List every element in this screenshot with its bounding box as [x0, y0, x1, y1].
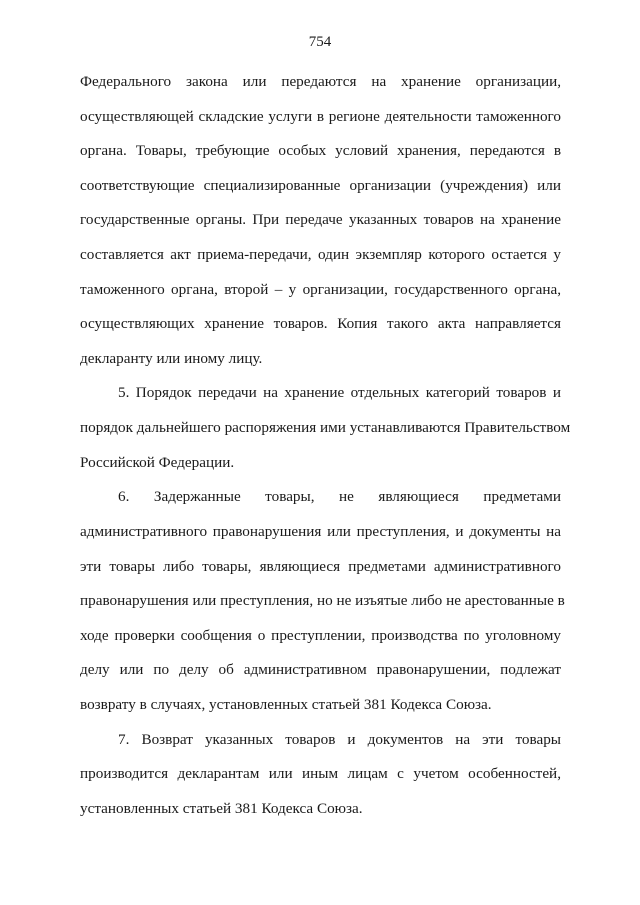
page-number: 754: [308, 34, 332, 50]
text-line: порядок дальнейшего распоряжения ими устанавливаются Правительством: [80, 419, 571, 436]
text-line: делу или по делу об административном правонарушении, подлежат: [80, 661, 561, 678]
text-line: Федерального закона или передаются на хранение организации,: [80, 73, 561, 90]
text-line: административного правонарушения или преступления, и документы на: [80, 523, 561, 540]
text-line: соответствующие специализированные организации (учреждения) или: [80, 177, 561, 194]
text-line: декларанту или иному лицу.: [80, 350, 263, 367]
text-line: установленных статьей 381 Кодекса Союза.: [80, 800, 363, 817]
text-line: Российской Федерации.: [80, 454, 235, 471]
text-line: таможенного органа, второй – у организации, государственного органа,: [80, 281, 561, 298]
text-line: органа. Товары, требующие особых условий хранения, передаются в: [80, 142, 561, 159]
text-line: 7. Возврат указанных товаров и документов на эти товары: [118, 731, 561, 748]
text-line: эти товары либо товары, являющиеся предметами административного: [80, 558, 561, 575]
text-line: ходе проверки сообщения о преступлении, производства по уголовному: [80, 627, 561, 644]
text-line: осуществляющей складские услуги в регионе деятельности таможенного: [80, 108, 561, 125]
text-line: производится декларантам или иным лицам с учетом особенностей,: [80, 765, 561, 782]
text-line: правонарушения или преступления, но не изъятые либо не арестованные в: [80, 592, 565, 609]
text-line: государственные органы. При передаче указанных товаров на хранение: [80, 211, 561, 228]
text-line: составляется акт приема-передачи, один экземпляр которого остается у: [80, 246, 561, 263]
text-line: осуществляющих хранение товаров. Копия такого акта направляется: [80, 315, 561, 332]
text-line: 6. Задержанные товары, не являющиеся предметами: [118, 488, 561, 505]
text-line: 5. Порядок передачи на хранение отдельных категорий товаров и: [118, 384, 561, 401]
text-line: возврату в случаях, установленных статьей 381 Кодекса Союза.: [80, 696, 492, 713]
